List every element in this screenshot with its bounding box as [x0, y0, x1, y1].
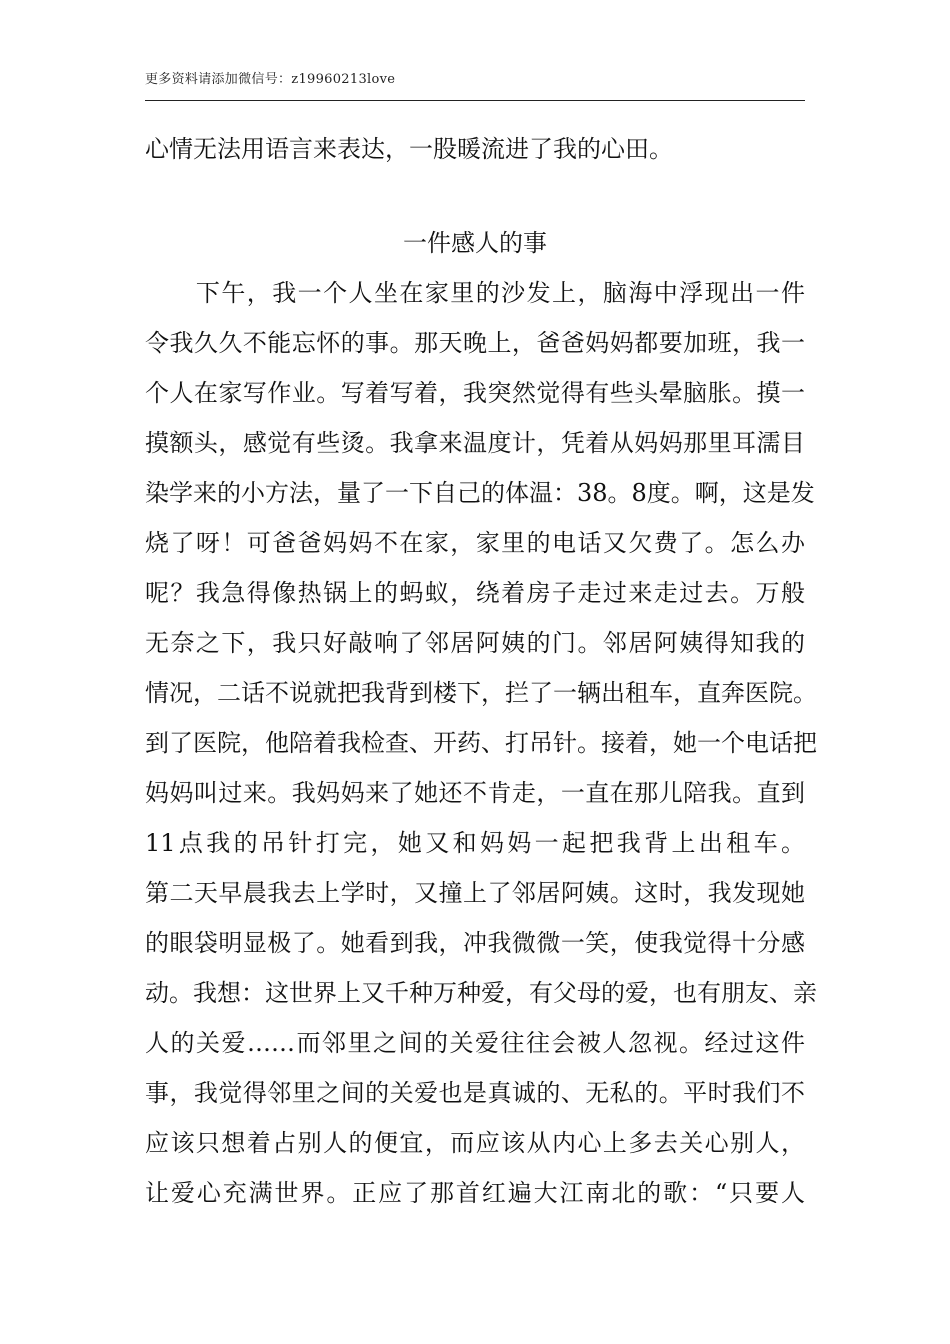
text-line: 事，我觉得邻里之间的关爱也是真诚的、无私的。平时我们不 — [145, 1079, 805, 1107]
text-line: 下午，我一个人坐在家里的沙发上，脑海中浮现出一件 — [145, 279, 805, 307]
text-line: 染学来的小方法，量了一下自己的体温：38。8度。啊，这是发 — [145, 479, 815, 507]
text-line: 第二天早晨我去上学时，又撞上了邻居阿姨。这时，我发现她 — [145, 879, 805, 907]
text-line: 11点我的吊针打完，她又和妈妈一起把我背上出租车。 — [145, 829, 805, 857]
text-line: 个人在家写作业。写着写着，我突然觉得有些头晕脑胀。摸一 — [145, 379, 805, 407]
text-line: 到了医院，他陪着我检查、开药、打吊针。接着，她一个电话把 — [145, 729, 817, 757]
section-gap — [145, 174, 805, 218]
text-line: 应该只想着占别人的便宜，而应该从内心上多去关心别人， — [145, 1129, 805, 1157]
text-line: 动。我想：这世界上又千种万种爱，有父母的爱，也有朋友、亲 — [145, 979, 817, 1007]
text-line: 情况，二话不说就把我背到楼下，拦了一辆出租车，直奔医院。 — [145, 679, 817, 707]
text-line: 烧了呀！可爸爸妈妈不在家，家里的电话又欠费了。怎么办 — [145, 529, 805, 557]
document-body — [145, 124, 817, 1218]
text-line: 令我久久不能忘怀的事。那天晚上，爸爸妈妈都要加班，我一 — [145, 329, 805, 357]
text-line: 无奈之下，我只好敲响了邻居阿姨的门。邻居阿姨得知我的 — [145, 629, 805, 657]
text-line: 让爱心充满世界。正应了那首红遍大江南北的歌：“只要人 — [145, 1179, 805, 1207]
essay-paragraph — [145, 268, 817, 1218]
text-line: 妈妈叫过来。我妈妈来了她还不肯走，一直在那儿陪我。直到 — [145, 779, 805, 807]
page-header: 更多资料请添加微信号：z19960213love — [145, 72, 396, 87]
text-line: 人的关爱……而邻里之间的关爱往往会被人忽视。经过这件 — [145, 1029, 805, 1057]
text-line: 呢？我急得像热锅上的蚂蚁，绕着房子走过来走过去。万般 — [145, 579, 805, 607]
carryover-line: 心情无法用语言来表达，一股暖流进了我的心田。 — [145, 135, 673, 163]
header-divider — [145, 100, 805, 101]
text-line: 摸额头，感觉有些烫。我拿来温度计，凭着从妈妈那里耳濡目 — [145, 429, 805, 457]
essay-title: 一件感人的事 — [403, 229, 547, 257]
text-line: 的眼袋明显极了。她看到我，冲我微微一笑，使我觉得十分感 — [145, 929, 805, 957]
